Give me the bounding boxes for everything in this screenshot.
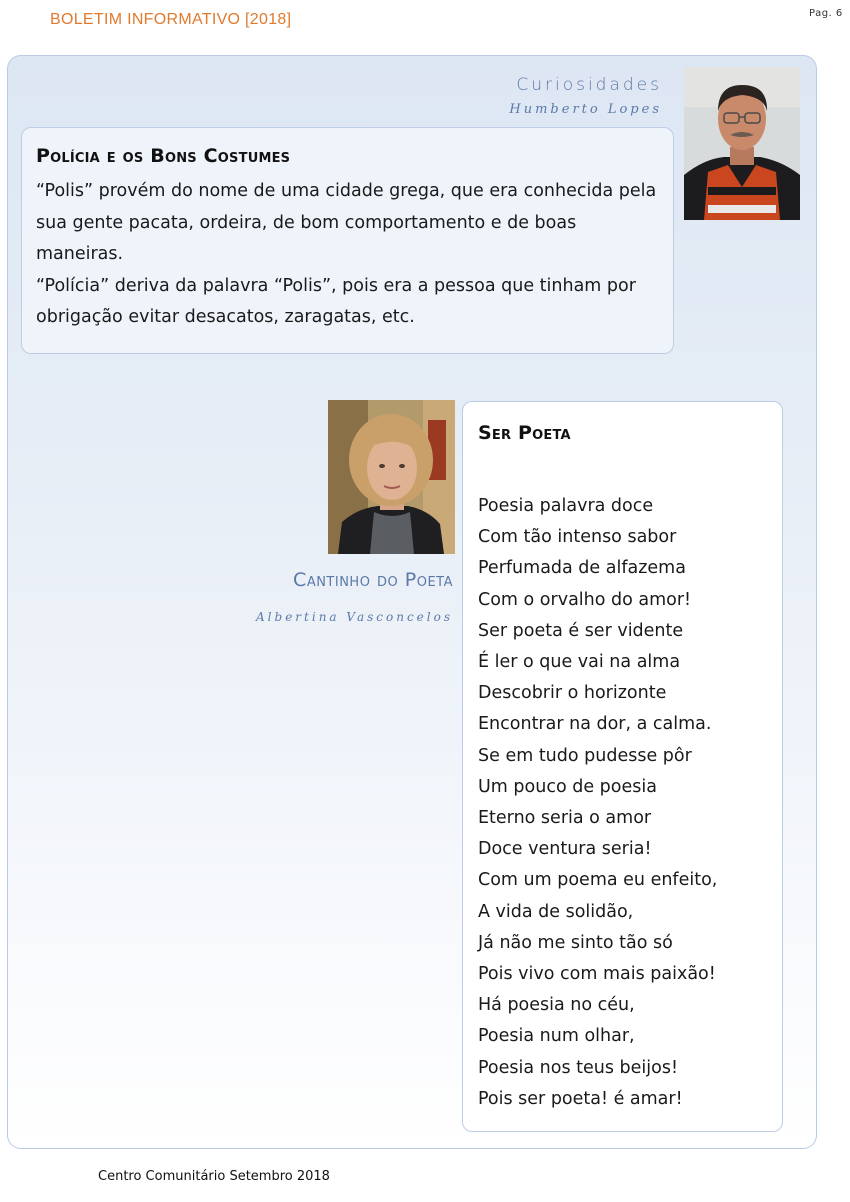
footer-text: Centro Comunitário Setembro 2018 [98, 1169, 330, 1184]
poem-line: Perfumada de alfazema [478, 558, 686, 579]
poem-line: Poesia nos teus beijos! [478, 1057, 678, 1078]
poem-line: Pois vivo com mais paixão! [478, 964, 716, 985]
poem-card [462, 401, 783, 1132]
poem-line: Com um poema eu enfeito, [478, 870, 718, 891]
poem-line: Poesia num olhar, [478, 1026, 635, 1047]
author-photo-man [684, 67, 800, 220]
poem-line: Já não me sinto tão só [478, 932, 673, 953]
article-heading: Polícia e os Bons Costumes [36, 145, 291, 167]
portrait-man-icon [684, 67, 800, 220]
article-paragraph: “Polis” provém do nome de uma cidade grega, que era conhecida pela sua gente pacata, ordeira, de bom comportamento e de boas maneiras. [36, 181, 657, 264]
author-name: Albertina Vasconcelos [256, 610, 453, 624]
article-body [36, 176, 666, 334]
poem-line: Pois ser poeta! é amar! [478, 1088, 683, 1109]
article-card-policia [21, 127, 674, 354]
article-paragraph: “Polícia” deriva da palavra “Polis”, pois era a pessoa que tinham por obrigação evitar desacatos, zaragatas, etc. [36, 275, 636, 327]
newsletter-title: BOLETIM INFORMATIVO [2018] [50, 11, 292, 28]
poem-line: Descobrir o horizonte [478, 683, 667, 704]
poem-line: A vida de solidão, [478, 901, 634, 922]
poem-line: Com o orvalho do amor! [478, 589, 692, 610]
poem-line: É ler o que vai na alma [478, 652, 681, 673]
section-label-cantinho: Cantinho do Poeta [293, 569, 453, 591]
poem-line: Doce ventura seria! [478, 839, 652, 860]
poem-line: Com tão intenso sabor [478, 527, 677, 548]
poem-line: Há poesia no céu, [478, 995, 635, 1016]
poem-line: Ser poeta é ser vidente [478, 620, 684, 641]
section-label-curiosidades: Curiosidades [516, 75, 662, 95]
author-photo-woman [328, 400, 455, 554]
portrait-woman-icon [328, 400, 455, 554]
poem-line: Um pouco de poesia [478, 776, 657, 797]
poem-title: Ser Poeta [478, 422, 571, 444]
poem-line: Eterno seria o amor [478, 808, 652, 829]
poem-line: Poesia palavra doce [478, 496, 654, 516]
poem-body [478, 491, 778, 1115]
page-number: Pag. 6 [809, 8, 843, 19]
poem-line: Se em tudo pudesse pôr [478, 745, 692, 766]
author-name: Humberto Lopes [509, 102, 662, 117]
poem-line: Encontrar na dor, a calma. [478, 714, 712, 735]
